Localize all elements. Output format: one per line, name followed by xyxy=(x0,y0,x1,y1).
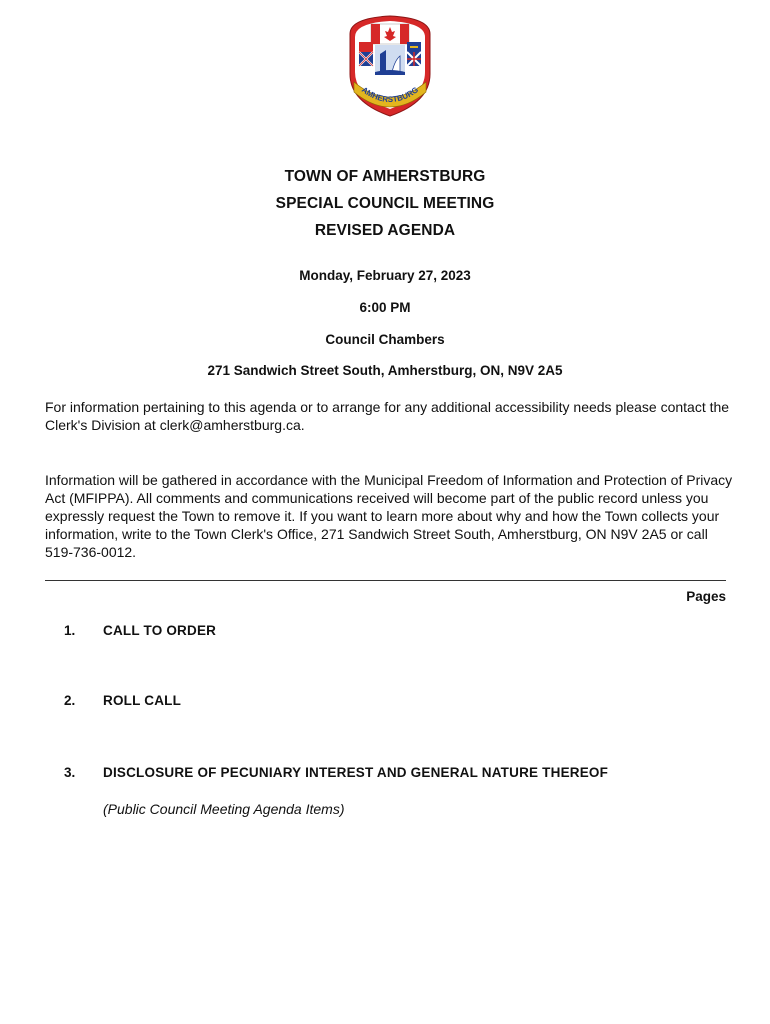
accessibility-notice: For information pertaining to this agenda or to arrange for any additional accessibility needs please contact the Clerk's Division at clerk@amherstburg.ca. xyxy=(45,399,730,433)
town-name-heading: TOWN OF AMHERSTBURG xyxy=(284,168,486,185)
agenda-item-disclosure: DISCLOSURE OF PECUNIARY INTEREST AND GENERAL NATURE THEREOF xyxy=(103,765,609,780)
agenda-item-number: 1. xyxy=(64,623,76,638)
town-crest-logo xyxy=(340,12,440,122)
agenda-type-heading: REVISED AGENDA xyxy=(314,222,456,239)
agenda-item-roll-call: ROLL CALL xyxy=(103,693,182,708)
privacy-notice: Information will be gathered in accordance with the Municipal Freedom of Information and Protection of Privacy Act (MFIPPA). All comments and communications received will become part of the public record unless you expressly request the Town to remove it. If you want to learn more about why and how the Town collects your information, write to the Town Clerk's Office, 271 Sandwich Street South, Amherstburg, ON N9V 2A5 or call 519-736-0012. xyxy=(45,472,733,560)
meeting-date: Monday, February 27, 2023 xyxy=(299,268,471,283)
crest-banner-text: AMHERSTBURG xyxy=(359,85,421,105)
pages-column-header: Pages xyxy=(686,589,726,604)
agenda-item-number: 3. xyxy=(64,765,76,780)
agenda-item-call-to-order: CALL TO ORDER xyxy=(103,623,217,638)
meeting-location: Council Chambers xyxy=(325,332,445,347)
meeting-address: 271 Sandwich Street South, Amherstburg, ON, N9V 2A5 xyxy=(207,363,563,378)
crest-shield-icon xyxy=(340,12,440,122)
agenda-item-number: 2. xyxy=(64,693,76,708)
meeting-time: 6:00 PM xyxy=(359,300,411,315)
meeting-type-heading: SPECIAL COUNCIL MEETING xyxy=(275,195,495,212)
section-divider xyxy=(45,580,726,581)
agenda-item-note: (Public Council Meeting Agenda Items) xyxy=(103,801,345,817)
